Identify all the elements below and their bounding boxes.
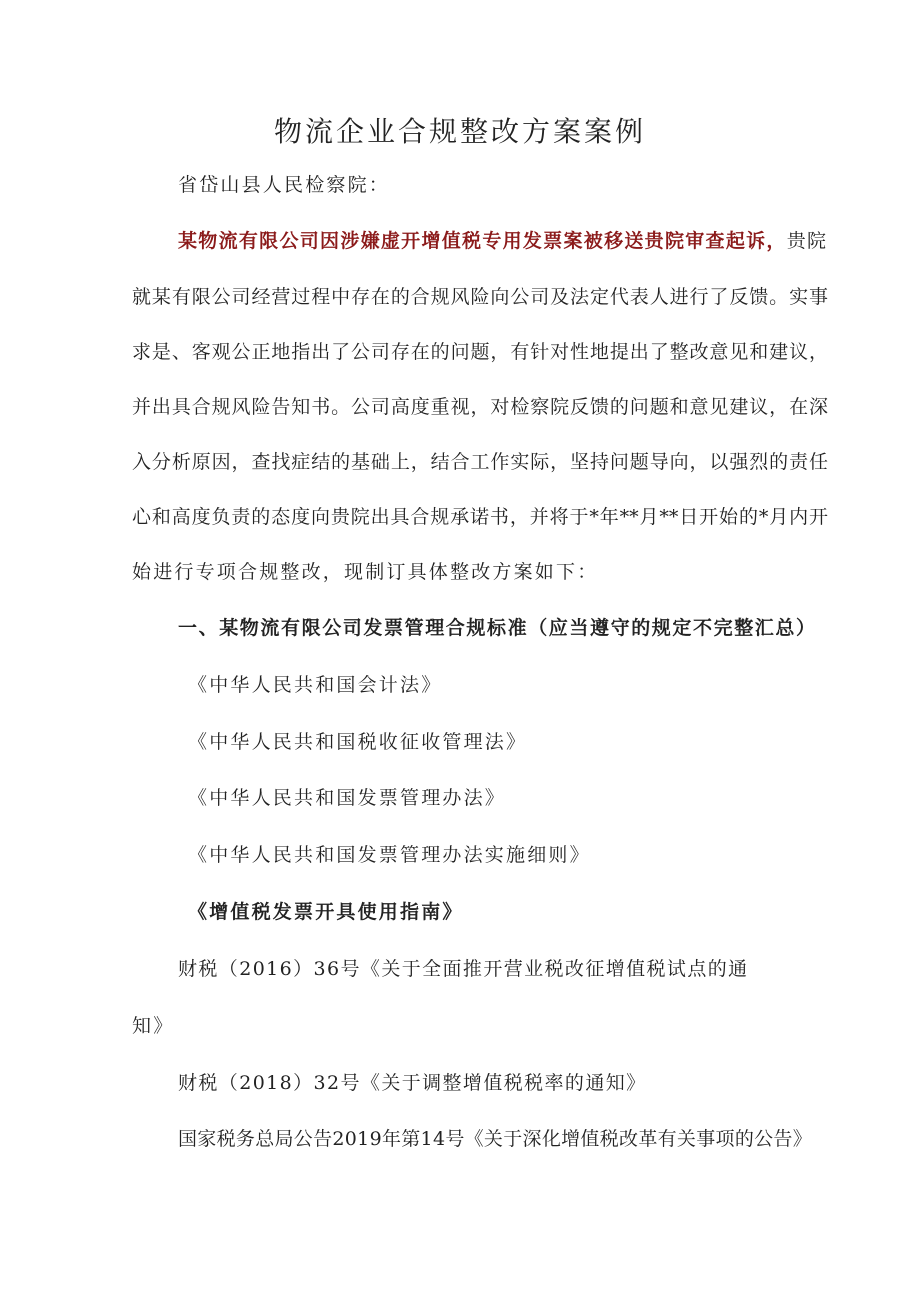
intro-line-7: 始进行专项合规整改，现制订具体整改方案如下：	[132, 561, 599, 583]
intro-line-1	[178, 226, 826, 253]
regulation-item: 财税（2016）36号《关于全面推开营业税改征增值税试点的通	[178, 958, 749, 980]
document-title: 物流企业合规整改方案案例	[273, 115, 646, 148]
intro-line-4: 并出具合规风险告知书。公司高度重视，对检察院反馈的问题和意见建议，在深	[132, 396, 828, 418]
regulation-item: 《中华人民共和国发票管理办法实施细则》	[188, 844, 591, 866]
intro-line-2: 就某有限公司经营过程中存在的合规风险向公司及法定代表人进行了反馈。实事	[132, 286, 828, 308]
salutation: 省岱山县人民检察院：	[178, 174, 391, 196]
regulation-item: 财税（2018）32号《关于调整增值税税率的通知》	[178, 1072, 647, 1094]
intro-highlight: 某物流有限公司因涉嫌虚开增值税专用发票案被移送贵院审查起诉，	[178, 230, 787, 252]
regulation-item: 《中华人民共和国税收征收管理法》	[188, 731, 528, 753]
intro-line-1-tail: 贵院	[786, 230, 826, 252]
section-1-heading: 一、某物流有限公司发票管理合规标准（应当遵守的规定不完整汇总）	[178, 617, 817, 639]
intro-line-3: 求是、客观公正地指出了公司存在的问题，有针对性地提出了整改意见和建议，	[132, 341, 828, 363]
regulation-item-continued: 知》	[132, 1015, 175, 1037]
regulation-item: 《中华人民共和国发票管理办法》	[188, 787, 507, 809]
intro-line-5: 入分析原因，查找症结的基础上，结合工作实际，坚持问题导向，以强烈的责任	[132, 451, 828, 473]
regulation-item: 《中华人民共和国会计法》	[188, 674, 443, 696]
regulation-item: 《增值税发票开具使用指南》	[188, 901, 464, 923]
intro-line-6: 心和高度负责的态度向贵院出具合规承诺书，并将于*年**月**日开始的*月内开	[132, 506, 828, 528]
regulation-item: 国家税务总局公告2019年第14号《关于深化增值税改革有关事项的公告》	[178, 1128, 813, 1150]
